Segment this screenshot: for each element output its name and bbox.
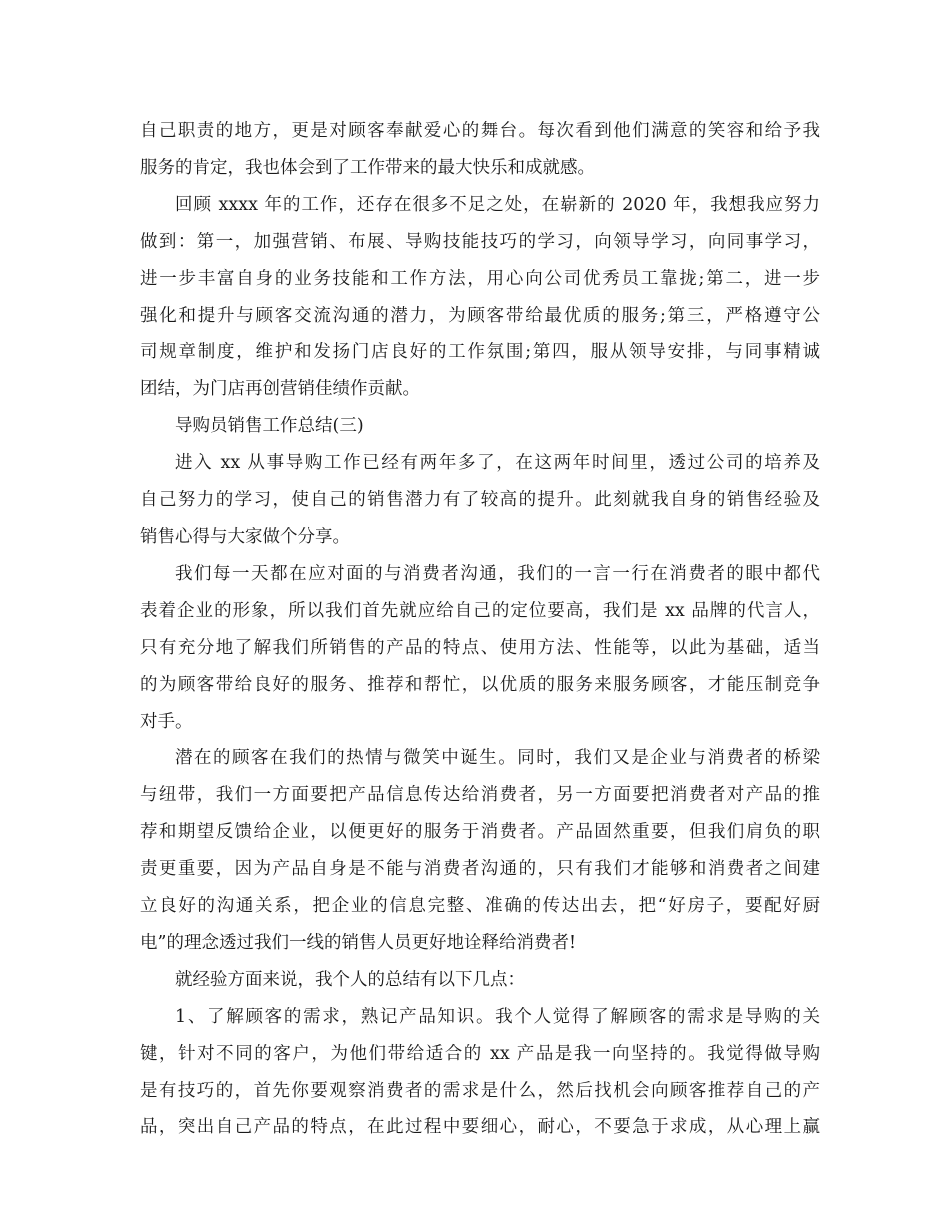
paragraph-6 (140, 962, 820, 999)
paragraph-4 (140, 556, 820, 741)
text-line: 立良好的沟通关系，把企业的信息完整、准确的传达出去，把“好房子，要配好厨 (140, 896, 820, 917)
text-line: 强化和提升与顾客交流沟通的潜力，为顾客带给最优质的服务;第三，严格遵守公 (140, 305, 820, 326)
text-line: 进一步丰富自身的业务技能和工作方法，用心向公司优秀员工靠拢;第二，进一步 (140, 268, 820, 289)
text-line: 自己职责的地方，更是对顾客奉献爱心的舞台。每次看到他们满意的笑容和给予我 (140, 121, 820, 141)
text-line: 潜在的顾客在我们的热情与微笑中诞生。同时，我们又是企业与消费者的桥梁 (175, 748, 820, 769)
text-line: 销售心得与大家做个分享。 (140, 526, 350, 547)
text-line: 责更重要，因为产品自身是不能与消费者沟通的，只有我们才能够和消费者之间建 (140, 859, 820, 880)
text-line: 与纽带，我们一方面要把产品信息传达给消费者，另一方面要把消费者对产品的推 (140, 785, 820, 806)
paragraph-7 (140, 999, 820, 1147)
text-line: 的为顾客带给良好的服务、推荐和帮忙，以优质的服务来服务顾客，才能压制竞争 (140, 674, 820, 695)
text-line: 表着企业的形象，所以我们首先就应给自己的定位要高，我们是 xx 品牌的代言人， (140, 600, 820, 621)
text-line: 进入 xx 从事导购工作已经有两年多了，在这两年时间里，透过公司的培养及 (175, 453, 820, 474)
text-line: 就经验方面来说，我个人的总结有以下几点： (175, 969, 525, 990)
text-line: 我们每一天都在应对面的与消费者沟通，我们的一言一行在消费者的眼中都代 (175, 563, 820, 584)
section-heading (140, 408, 820, 445)
text-line: 服务的肯定，我也体会到了工作带来的最大快乐和成就感。 (140, 157, 595, 178)
paragraph-1 (140, 113, 820, 187)
text-line: 只有充分地了解我们所销售的产品的特点、使用方法、性能等，以此为基础，适当 (140, 637, 820, 658)
text-line: 对手。 (140, 711, 193, 732)
paragraph-5 (140, 740, 820, 961)
text-line: 自己努力的学习，使自己的销售潜力有了较高的提升。此刻就我自身的销售经验及 (140, 490, 820, 511)
text-line: 团结，为门店再创营销佳绩作贡献。 (140, 379, 420, 400)
text-line: 是有技巧的，首先你要观察消费者的需求是什么，然后找机会向顾客推荐自己的产 (140, 1080, 820, 1101)
text-line: 司规章制度，维护和发扬门店良好的工作氛围;第四，服从领导安排，与同事精诚 (140, 342, 820, 363)
text-line: 回顾 xxxx 年的工作，还存在很多不足之处，在崭新的 2020 年，我想我应努力 (175, 194, 820, 215)
text-line: 品，突出自己产品的特点，在此过程中要细心，耐心，不要急于求成，从心理上赢 (140, 1117, 820, 1138)
text-line: 导购员销售工作总结(三) (175, 416, 364, 437)
document-body (140, 113, 820, 1146)
text-line: 键，针对不同的客户，为他们带给适合的 xx 产品是我一向坚持的。我觉得做导购 (140, 1043, 820, 1064)
paragraph-3 (140, 445, 820, 556)
text-line: 电”的理念透过我们一线的销售人员更好地诠释给消费者! (140, 932, 576, 953)
text-line: 荐和期望反馈给企业，以便更好的服务于消费者。产品固然重要，但我们肩负的职 (140, 822, 820, 843)
paragraph-2 (140, 187, 820, 408)
text-line: 1、了解顾客的需求，熟记产品知识。我个人觉得了解顾客的需求是导购的关 (175, 1006, 820, 1027)
text-line: 做到：第一，加强营销、布展、导购技能技巧的学习，向领导学习，向同事学习， (140, 231, 820, 252)
